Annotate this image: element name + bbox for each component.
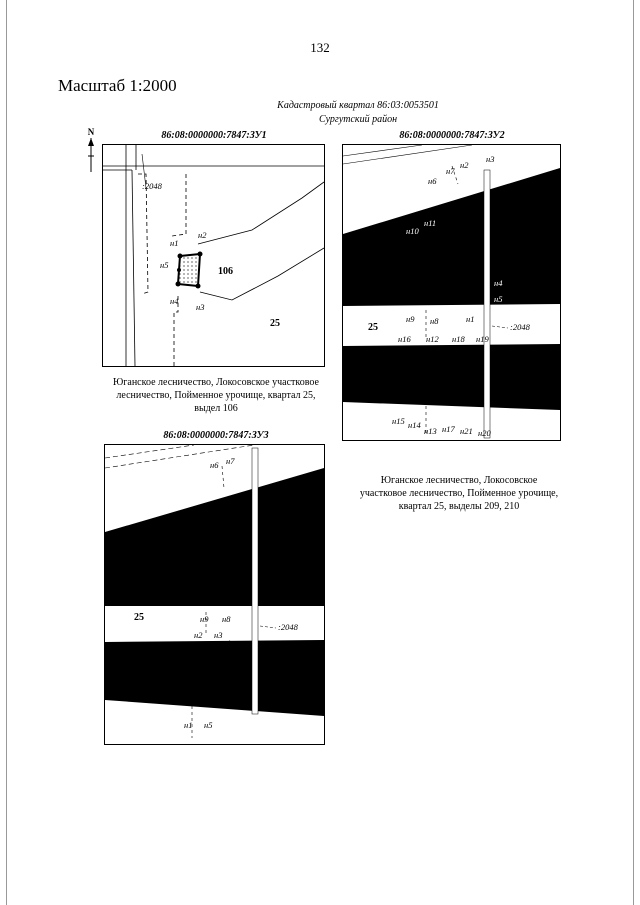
map-zu1-title: 86:08:0000000:7847:ЗУ1: [161, 130, 267, 141]
point-label: н7: [446, 166, 455, 176]
point-label: н8: [222, 614, 231, 624]
point-label: н2: [194, 630, 203, 640]
point-label: н17: [442, 424, 455, 434]
map-zu2-caption: Юганское лесничество, Локосовское участковое лесничество, Пойменное урочище, квартал 25, выделы 209, 210: [359, 475, 559, 512]
point-label: н3: [196, 302, 205, 312]
quarter-number: 25: [368, 322, 378, 333]
point-label: н8: [430, 316, 439, 326]
point-label: н12: [426, 334, 439, 344]
point-label: н21: [460, 426, 473, 436]
point-label: н1: [170, 238, 179, 248]
cadastral-quarter: Кадастровый квартал 86:03:0053501: [277, 100, 439, 111]
ref-label: :2048: [142, 181, 162, 191]
point-label: н5: [204, 720, 213, 730]
point-label: н7: [226, 456, 235, 466]
north-label: N: [87, 127, 95, 137]
point-label: н3: [214, 630, 223, 640]
point-label: н15: [392, 416, 405, 426]
point-label: н10: [406, 226, 419, 236]
point-label: н18: [452, 334, 465, 344]
scan-edge-left: [6, 0, 7, 905]
quarter-number: 25: [270, 318, 280, 329]
point-label: н4: [170, 296, 179, 306]
point-label: н13: [424, 426, 437, 436]
point-label: н1: [184, 720, 193, 730]
map-zu1: [102, 144, 326, 368]
point-label: н4: [222, 638, 231, 648]
point-label: н9: [200, 614, 209, 624]
point-label: н9: [406, 314, 415, 324]
point-label: н20: [478, 428, 491, 438]
ref-label: :2048: [278, 622, 298, 632]
map-zu3-title: 86:08:0000000:7847:ЗУ3: [163, 430, 269, 441]
page-number: 132: [310, 40, 330, 55]
point-label: н6: [428, 176, 437, 186]
point-label: н14: [408, 420, 421, 430]
quarter-number: 25: [134, 612, 144, 623]
scale-label: Масштаб 1:2000: [58, 76, 177, 95]
map-zu2: [342, 144, 562, 442]
parcel-number: 106: [218, 266, 233, 277]
map-zu2-title: 86:08:0000000:7847:ЗУ2: [399, 130, 505, 141]
scan-edge-right: [633, 0, 634, 905]
map-zu3: [104, 444, 326, 746]
point-label: н1: [466, 314, 475, 324]
district-name: Сургутский район: [318, 114, 398, 125]
point-label: н5: [160, 260, 169, 270]
ref-label: :2048: [510, 322, 530, 332]
point-label: н5: [494, 294, 503, 304]
point-label: н3: [486, 154, 495, 164]
point-label: н6: [210, 460, 219, 470]
point-label: н11: [424, 218, 437, 228]
map-zu1-caption: Юганское лесничество, Локосовское участковое лесничество, Пойменное урочище, квартал 25, выдел 106: [113, 377, 319, 414]
point-label: н2: [198, 230, 207, 240]
point-label: н19: [476, 334, 489, 344]
point-label: н4: [494, 278, 503, 288]
north-arrow: [84, 126, 98, 174]
point-label: н2: [460, 160, 469, 170]
point-label: н16: [398, 334, 411, 344]
